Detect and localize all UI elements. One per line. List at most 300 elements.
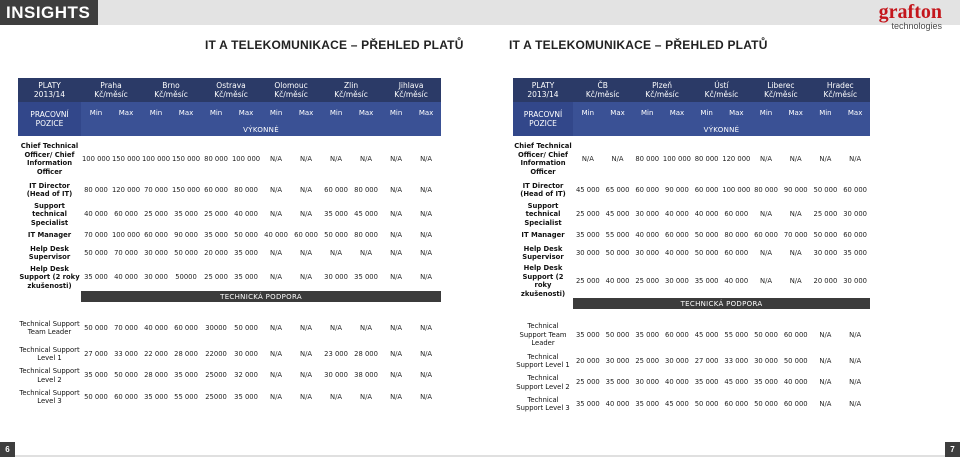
city-header xyxy=(692,78,751,102)
min-header: Min xyxy=(141,102,171,124)
salary-cell: 30 000 xyxy=(665,276,689,285)
salary-cell: 55 000 xyxy=(174,392,198,401)
salary-cell: 35 000 xyxy=(234,273,258,282)
max-header: Max xyxy=(721,102,751,124)
salary-cell: 50 000 xyxy=(174,248,198,257)
row-label: Support technical Specialist xyxy=(524,201,562,227)
salary-cell: N/A xyxy=(760,248,773,257)
salary-cell: 70 000 xyxy=(783,230,808,239)
table-row xyxy=(513,139,870,179)
table-row xyxy=(18,242,441,264)
salary-cell: 80 000 xyxy=(234,185,258,194)
section-technicka: TECHNICKÁ PODPORA xyxy=(573,298,870,309)
min-header: Min xyxy=(573,102,603,124)
top-band xyxy=(0,0,960,25)
salary-cell: 30 000 xyxy=(635,378,660,387)
salary-cell: 50 000 xyxy=(605,330,630,339)
salary-cell: N/A xyxy=(300,210,313,219)
salary-cell: 30 000 xyxy=(144,273,168,282)
page-number-right: 7 xyxy=(945,442,960,457)
salary-cell: 25000 xyxy=(205,392,227,401)
salary-cell: N/A xyxy=(390,154,403,163)
max-header: Max xyxy=(171,102,201,124)
salary-cell: N/A xyxy=(819,378,832,387)
salary-cell: 30 000 xyxy=(665,356,689,365)
city-header xyxy=(81,78,141,102)
salary-cell: 40 000 xyxy=(665,248,689,257)
min-header: Min xyxy=(692,102,722,124)
table-row xyxy=(513,393,870,415)
salary-cell: 30 000 xyxy=(635,210,660,219)
table-row xyxy=(18,313,441,343)
salary-cell: N/A xyxy=(270,273,283,282)
minmax-row xyxy=(18,102,441,124)
salary-cell: 70 000 xyxy=(114,323,138,332)
row-label: Technical Support Team Leader xyxy=(19,319,80,336)
salary-cell: 23 000 xyxy=(324,349,348,358)
salary-cell: 70 000 xyxy=(84,230,108,239)
salary-cell: 35 000 xyxy=(694,276,719,285)
salary-cell: 45 000 xyxy=(354,210,378,219)
salary-cell: 60 000 xyxy=(635,185,660,194)
salary-cell: 100 000 xyxy=(111,230,141,239)
salary-cell: 45 000 xyxy=(694,330,719,339)
salary-cell: N/A xyxy=(789,248,802,257)
row-label: IT Manager xyxy=(521,230,565,239)
salary-cell: 50 000 xyxy=(783,356,808,365)
salary-cell: N/A xyxy=(360,323,373,332)
city-unit: Kč/měsíc xyxy=(645,90,679,99)
salary-cell: 50 000 xyxy=(234,230,258,239)
salary-cell: 60 000 xyxy=(754,230,778,239)
pozice-line1: PRACOVNÍ xyxy=(30,110,69,119)
section-blank xyxy=(18,291,81,302)
salary-cell: 50 000 xyxy=(754,399,778,408)
salary-cell: 90 000 xyxy=(665,185,689,194)
city-unit: Kč/měsíc xyxy=(214,90,248,99)
salary-cell: 100 000 xyxy=(231,154,261,163)
salary-cell: 35 000 xyxy=(324,210,348,219)
city-unit: Kč/měsíc xyxy=(394,90,428,99)
section-vykonne: VÝKONNÉ xyxy=(81,124,441,136)
salary-cell: 50 000 xyxy=(754,330,778,339)
salary-cell: 50 000 xyxy=(694,230,719,239)
city-name: Brno xyxy=(162,81,180,90)
max-header: Max xyxy=(291,102,321,124)
salary-cell: 60 000 xyxy=(724,248,749,257)
salary-cell: 100 000 xyxy=(662,154,691,163)
salary-cell: 25000 xyxy=(205,371,227,380)
insights-badge: INSIGHTS xyxy=(0,0,98,25)
max-header: Max xyxy=(781,102,811,124)
salary-cell: 80 000 xyxy=(724,230,749,239)
salary-cell: N/A xyxy=(849,378,862,387)
row-label: Technical Support Level 3 xyxy=(19,388,80,405)
salary-cell: 60 000 xyxy=(174,323,198,332)
row-label: Technical Support Level 2 xyxy=(516,374,570,391)
row-label: IT Director (Head of IT) xyxy=(520,181,566,198)
salary-cell: N/A xyxy=(849,356,862,365)
city-header xyxy=(321,78,381,102)
salary-cell: 45 000 xyxy=(605,210,630,219)
row-label: Help Desk Support (2 roky zkušenosti) xyxy=(19,264,80,290)
salary-cell: 35 000 xyxy=(754,378,778,387)
max-header: Max xyxy=(662,102,692,124)
plata-line2: 2013/14 xyxy=(33,90,66,99)
salary-cell: 45 000 xyxy=(665,399,689,408)
salary-cell: 30 000 xyxy=(843,276,868,285)
salary-cell: N/A xyxy=(390,185,403,194)
city-header xyxy=(751,78,810,102)
salary-cell: 60 000 xyxy=(694,185,719,194)
section-vykonne: VÝKONNÉ xyxy=(573,124,870,136)
salary-cell: 60 000 xyxy=(843,230,868,239)
salary-cell: N/A xyxy=(420,210,433,219)
spacer-cell xyxy=(18,302,441,313)
city-header xyxy=(811,78,870,102)
max-header: Max xyxy=(840,102,870,124)
salary-cell: 30 000 xyxy=(234,349,258,358)
salary-cell: 150 000 xyxy=(171,185,201,194)
salary-cell: 30 000 xyxy=(324,273,348,282)
city-unit: Kč/měsíc xyxy=(585,90,620,99)
salary-cell: 25 000 xyxy=(204,210,228,219)
salary-cell: N/A xyxy=(360,392,373,401)
min-header: Min xyxy=(261,102,291,124)
table-row xyxy=(513,201,870,228)
salary-cell: 150 000 xyxy=(171,154,201,163)
salary-cell: 25 000 xyxy=(635,276,660,285)
salary-cell: 25 000 xyxy=(144,210,168,219)
page-number-left: 6 xyxy=(0,442,15,457)
salary-cell: 60 000 xyxy=(144,230,168,239)
salary-cell: 35 000 xyxy=(635,330,660,339)
min-header: Min xyxy=(321,102,351,124)
min-header: Min xyxy=(381,102,411,124)
salary-cell: N/A xyxy=(849,154,862,163)
salary-cell: N/A xyxy=(611,154,624,163)
table-row xyxy=(513,179,870,201)
salary-cell: N/A xyxy=(300,185,313,194)
salary-cell: 33 000 xyxy=(724,356,749,365)
max-header: Max xyxy=(111,102,141,124)
salary-cell: N/A xyxy=(819,399,832,408)
salary-cell: 50 000 xyxy=(114,371,138,380)
city-unit: Kč/měsíc xyxy=(764,90,798,99)
salary-cell: N/A xyxy=(270,392,283,401)
salary-cell: N/A xyxy=(390,323,403,332)
city-header xyxy=(141,78,201,102)
salary-cell: N/A xyxy=(300,154,313,163)
salary-cell: 30 000 xyxy=(575,248,600,257)
salary-cell: N/A xyxy=(390,273,403,282)
salary-cell: N/A xyxy=(300,248,313,257)
row-label: Help Desk Supervisor xyxy=(522,244,564,261)
salary-cell: 35 000 xyxy=(204,230,228,239)
salary-cell: 60 000 xyxy=(843,185,868,194)
max-header: Max xyxy=(351,102,381,124)
salary-cell: 60 000 xyxy=(783,399,808,408)
salary-cell: 30 000 xyxy=(144,248,168,257)
city-header xyxy=(573,78,632,102)
salary-cell: 20 000 xyxy=(813,276,838,285)
salary-cell: N/A xyxy=(300,273,313,282)
salary-cell: 40 000 xyxy=(114,273,138,282)
salary-cell: 25 000 xyxy=(575,276,600,285)
salary-cell: N/A xyxy=(420,185,433,194)
pozice-cell xyxy=(18,102,81,136)
city-unit: Kč/měsíc xyxy=(823,90,858,99)
salary-cell: 80 000 xyxy=(635,154,660,163)
salary-cell: 60 000 xyxy=(783,330,808,339)
salary-cell: 40 000 xyxy=(635,230,660,239)
salary-cell: 35 000 xyxy=(84,273,108,282)
salary-cell: 45 000 xyxy=(724,378,749,387)
salary-cell: 50 000 xyxy=(84,248,108,257)
salary-cell: N/A xyxy=(270,323,283,332)
city-name: Hradec xyxy=(826,81,854,90)
salary-cell: 25 000 xyxy=(813,210,838,219)
salary-cell: N/A xyxy=(300,371,313,380)
salary-cell: 35 000 xyxy=(354,273,378,282)
salary-table-right xyxy=(513,78,870,415)
city-name: ČB xyxy=(597,81,608,90)
salary-cell: N/A xyxy=(330,323,343,332)
salary-cell: 35 000 xyxy=(174,371,198,380)
salary-cell: 50 000 xyxy=(694,248,719,257)
section-technicka: TECHNICKÁ PODPORA xyxy=(81,291,441,302)
spacer-cell xyxy=(513,309,870,320)
row-label: Help Desk Supervisor xyxy=(28,244,71,261)
salary-cell: 40 000 xyxy=(264,230,288,239)
salary-cell: 70 000 xyxy=(144,185,168,194)
salary-cell: 25 000 xyxy=(575,210,600,219)
salary-cell: N/A xyxy=(270,154,283,163)
section-technicka-row xyxy=(18,291,441,302)
salary-cell: 100 000 xyxy=(722,185,751,194)
plata-line1: PLATY xyxy=(531,81,555,90)
table-row xyxy=(18,139,441,179)
salary-cell: 50000 xyxy=(175,273,197,282)
salary-cell: 50 000 xyxy=(813,185,838,194)
row-label: Support technical Specialist xyxy=(30,201,69,227)
right-page-title: IT A TELEKOMUNIKACE – PŘEHLED PLATŮ xyxy=(509,38,768,52)
salary-cell: 28 000 xyxy=(354,349,378,358)
salary-cell: N/A xyxy=(300,349,313,358)
salary-cell: 50 000 xyxy=(84,392,108,401)
pozice-line2: POZICE xyxy=(35,119,64,128)
spacer-row xyxy=(18,302,441,313)
salary-cell: 40 000 xyxy=(665,378,689,387)
salary-cell: N/A xyxy=(330,248,343,257)
salary-cell: 25 000 xyxy=(635,356,660,365)
salary-cell: 80 000 xyxy=(354,185,378,194)
salary-cell: 90 000 xyxy=(783,185,808,194)
salary-cell: 35 000 xyxy=(234,392,258,401)
table-row xyxy=(18,264,441,291)
salary-cell: 30000 xyxy=(205,323,227,332)
city-header xyxy=(261,78,321,102)
salary-cell: 80 000 xyxy=(84,185,108,194)
salary-cell: N/A xyxy=(390,248,403,257)
table-row xyxy=(513,372,870,393)
salary-cell: 40 000 xyxy=(665,210,689,219)
salary-cell: N/A xyxy=(270,349,283,358)
salary-cell: 38 000 xyxy=(354,371,378,380)
salary-cell: 40 000 xyxy=(234,210,258,219)
table-row xyxy=(18,343,441,365)
row-label: Help Desk Support (2 roky zkušenosti) xyxy=(520,264,566,298)
salary-cell: N/A xyxy=(819,154,832,163)
salary-cell: 60 000 xyxy=(665,330,689,339)
salary-cell: N/A xyxy=(390,349,403,358)
city-unit: Kč/měsíc xyxy=(704,90,739,99)
salary-cell: N/A xyxy=(270,210,283,219)
salary-cell: 50 000 xyxy=(605,248,630,257)
salary-cell: 35 000 xyxy=(84,371,108,380)
salary-cell: 35 000 xyxy=(144,392,168,401)
salary-cell: 80 000 xyxy=(694,154,719,163)
city-header xyxy=(201,78,261,102)
salary-cell: N/A xyxy=(360,154,373,163)
grafton-logo xyxy=(879,3,942,31)
salary-cell: N/A xyxy=(760,154,773,163)
salary-cell: N/A xyxy=(420,392,433,401)
city-name: Zlin xyxy=(344,81,359,90)
salary-cell: 30 000 xyxy=(324,371,348,380)
salary-cell: 60 000 xyxy=(294,230,318,239)
salary-cell: 150 000 xyxy=(111,154,141,163)
salary-cell: 28 000 xyxy=(174,349,198,358)
salary-cell: 55 000 xyxy=(724,330,749,339)
salary-cell: 120 000 xyxy=(722,154,751,163)
city-header xyxy=(381,78,441,102)
salary-cell: N/A xyxy=(420,273,433,282)
salary-cell: N/A xyxy=(819,356,832,365)
table-row xyxy=(18,179,441,201)
pozice-cell xyxy=(513,102,573,136)
row-label: IT Director (Head of IT) xyxy=(26,181,73,198)
section-blank xyxy=(513,298,573,309)
salary-cell: 32 000 xyxy=(234,371,258,380)
salary-cell: N/A xyxy=(849,399,862,408)
salary-cell: N/A xyxy=(420,230,433,239)
salary-cell: N/A xyxy=(581,154,594,163)
city-name: Ostrava xyxy=(216,81,246,90)
salary-cell: 27 000 xyxy=(84,349,108,358)
plata-cell xyxy=(513,78,573,102)
table-row xyxy=(18,386,441,408)
salary-cell: N/A xyxy=(390,210,403,219)
row-label: Technical Support Team Leader xyxy=(519,322,567,348)
salary-cell: 120 000 xyxy=(111,185,141,194)
salary-cell: 50 000 xyxy=(84,323,108,332)
city-unit: Kč/měsíc xyxy=(274,90,308,99)
salary-cell: 20 000 xyxy=(575,356,600,365)
city-unit: Kč/měsíc xyxy=(154,90,188,99)
salary-cell: 22000 xyxy=(205,349,227,358)
salary-cell: 40 000 xyxy=(724,276,749,285)
table-row xyxy=(513,228,870,242)
salary-cell: 80 000 xyxy=(354,230,378,239)
header-row xyxy=(18,78,441,102)
salary-cell: N/A xyxy=(819,330,832,339)
header-row xyxy=(513,78,870,102)
table-row xyxy=(513,242,870,264)
salary-cell: 35 000 xyxy=(575,330,600,339)
salary-cell: 50 000 xyxy=(694,399,719,408)
salary-cell: 35 000 xyxy=(694,378,719,387)
min-header: Min xyxy=(751,102,781,124)
min-header: Min xyxy=(81,102,111,124)
city-name: Olomouc xyxy=(274,81,308,90)
row-label: Technical Support Level 2 xyxy=(19,367,80,384)
salary-cell: 30 000 xyxy=(605,356,630,365)
salary-cell: N/A xyxy=(789,154,802,163)
salary-cell: 100 000 xyxy=(141,154,171,163)
table-row xyxy=(18,201,441,228)
salary-cell: 45 000 xyxy=(575,185,600,194)
table-row xyxy=(513,350,870,372)
table-row xyxy=(18,228,441,242)
salary-table-left xyxy=(18,78,441,408)
table-row xyxy=(513,264,870,298)
salary-cell: 50 000 xyxy=(813,230,838,239)
salary-cell: 35 000 xyxy=(843,248,868,257)
row-label: Technical Support Level 3 xyxy=(516,395,570,412)
plata-cell xyxy=(18,78,81,102)
minmax-row xyxy=(513,102,870,124)
spacer-row xyxy=(513,309,870,320)
city-unit: Kč/měsíc xyxy=(94,90,128,99)
salary-cell: 40 000 xyxy=(605,276,630,285)
salary-cell: 28 000 xyxy=(144,371,168,380)
salary-cell: 20 000 xyxy=(204,248,228,257)
salary-cell: N/A xyxy=(760,210,773,219)
table-row xyxy=(18,365,441,386)
salary-cell: 30 000 xyxy=(754,356,778,365)
min-header: Min xyxy=(811,102,841,124)
pozice-line2: POZICE xyxy=(529,119,557,128)
salary-cell: N/A xyxy=(270,371,283,380)
salary-cell: 60 000 xyxy=(324,185,348,194)
salary-cell: N/A xyxy=(849,330,862,339)
salary-cell: 40 000 xyxy=(783,378,808,387)
salary-cell: 55 000 xyxy=(605,230,630,239)
logo-main-text: grafton xyxy=(878,1,942,23)
salary-cell: N/A xyxy=(300,323,313,332)
salary-cell: 50 000 xyxy=(324,230,348,239)
max-header: Max xyxy=(411,102,441,124)
salary-cell: N/A xyxy=(330,392,343,401)
salary-cell: N/A xyxy=(270,248,283,257)
salary-cell: 35 000 xyxy=(605,378,630,387)
city-name: Ústí xyxy=(714,81,729,90)
salary-cell: 60 000 xyxy=(114,392,138,401)
salary-cell: 35 000 xyxy=(635,399,660,408)
row-label: Technical Support Level 1 xyxy=(19,345,80,362)
city-name: Jihlava xyxy=(398,81,424,90)
salary-cell: 70 000 xyxy=(114,248,138,257)
salary-cell: N/A xyxy=(420,323,433,332)
plata-line2: 2013/14 xyxy=(527,90,559,99)
salary-cell: N/A xyxy=(789,210,802,219)
salary-cell: N/A xyxy=(420,349,433,358)
salary-cell: N/A xyxy=(420,371,433,380)
salary-cell: 25 000 xyxy=(204,273,228,282)
salary-cell: 30 000 xyxy=(813,248,838,257)
salary-cell: 35 000 xyxy=(174,210,198,219)
